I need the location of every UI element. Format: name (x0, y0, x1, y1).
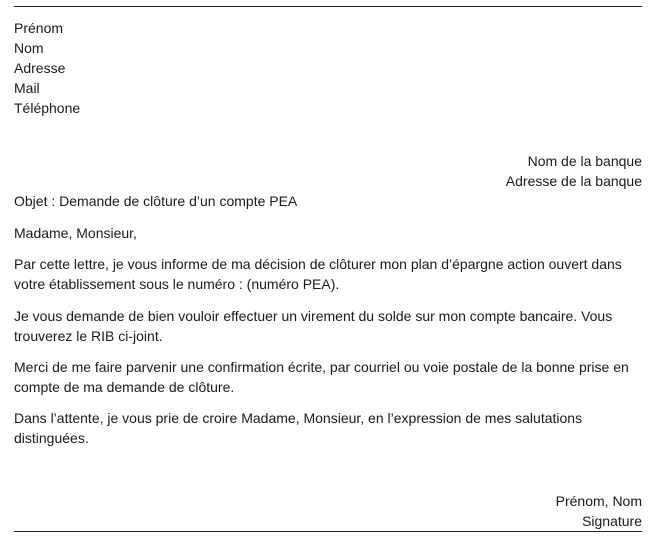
paragraph-3 (14, 357, 644, 397)
sender-last-name: Nom (14, 40, 44, 56)
sender-block (14, 18, 80, 118)
recipient-block (506, 151, 642, 191)
bank-name: Nom de la banque (527, 153, 642, 169)
signature-name: Prénom, Nom (555, 493, 642, 509)
sender-phone: Téléphone (14, 100, 81, 116)
paragraph-line: Je vous demande de bien vouloir effectuer un virement du solde sur mon compte bancaire. Vous (14, 308, 613, 324)
paragraph-line: trouverez le RIB ci-joint. (14, 328, 163, 344)
paragraph-line: compte de ma demande de clôture. (14, 379, 235, 395)
bank-address: Adresse de la banque (505, 173, 642, 189)
paragraph-4 (14, 408, 644, 448)
sender-address: Adresse (14, 60, 66, 76)
paragraph-line: distinguées. (14, 430, 89, 446)
paragraph-line: Dans l’attente, je vous prie de croire Madame, Monsieur, en l’expression de mes salutations (14, 410, 583, 426)
bottom-divider (14, 531, 642, 532)
signature-label: Signature (582, 513, 642, 529)
paragraph-line: Merci de me faire parvenir une confirmation écrite, par courriel ou voie postale de la bonne prise en (14, 359, 629, 375)
paragraph-1 (14, 254, 644, 294)
sender-mail: Mail (14, 80, 40, 96)
sender-first-name: Prénom (14, 20, 64, 36)
letter-subject: Objet : Demande de clôture d’un compte PEA (14, 193, 298, 209)
paragraph-line: Par cette lettre, je vous informe de ma décision de clôturer mon plan d’épargne action ouvert dans (14, 256, 622, 272)
letter-salutation: Madame, Monsieur, (14, 225, 137, 241)
top-divider (14, 6, 642, 7)
paragraph-line: votre établissement sous le numéro : (numéro PEA). (14, 276, 340, 292)
signature-block (556, 491, 642, 531)
paragraph-2 (14, 306, 644, 346)
